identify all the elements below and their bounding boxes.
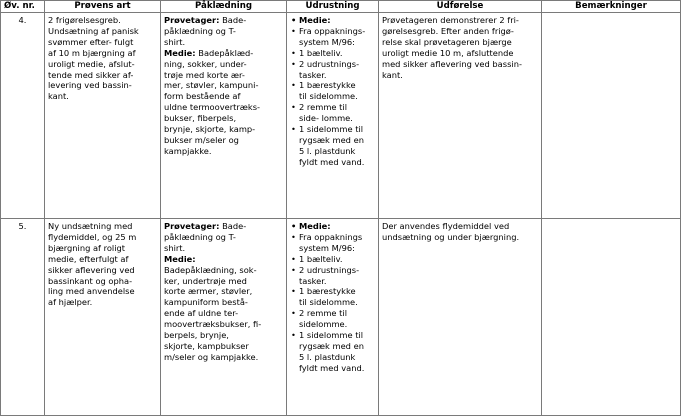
remarks-cell [542, 13, 681, 219]
equipment-medie-label: • Medie: [290, 221, 375, 232]
list-item: • 1 sidelomme til rygsæk med en 5 l. plastdunk fyldt med vand. [290, 330, 375, 374]
list-item: • 1 bælteliv. [290, 48, 375, 59]
proevetager-label: Prøvetager: [164, 221, 220, 231]
equipment-list [290, 15, 375, 168]
clothing-cell [161, 219, 287, 416]
header-udfoerelse: Udførelse [379, 1, 542, 13]
execution-cell: Prøvetageren demonstrerer 2 fri- gørelsesgreb. Efter anden frigø- relse skal prøvetageren bjærge uroligt medie 10 m, afsluttende med sikker aflevering ved bassin- kant. [379, 13, 542, 219]
list-item: • Fra oppaknings- system M/96: [290, 26, 375, 48]
medie-text: Badepåklædning, sok- ker, undertrøje med korte ærmer, støvler, kampuniform bestå- ende af uldne ter- moovertræksbukser, fi- berpels, brynje, skjorte, kampbukser m/seler og kampjakke. [164, 264, 262, 362]
header-row [1, 1, 681, 13]
header-udrustning: Udrustning [287, 1, 379, 13]
medie-label: Medie: [164, 253, 196, 264]
list-item: • 2 remme til sidelomme. [290, 308, 375, 330]
list-item: • 1 bælteliv. [290, 254, 375, 265]
clothing-cell [161, 13, 287, 219]
list-item: • 2 remme til side- lomme. [290, 102, 375, 124]
execution-cell: Der anvendes flydemiddel ved undsætning og under bjærgning. [379, 219, 542, 416]
proevetager-label: Prøvetager: [164, 15, 220, 25]
medie-text: Badepåklæd- ning, sokker, under- trøje med korte ær- mer, støvler, kampuni- form bestående af uldne termoovertræks- bukser, fiberpels, brynje, skjorte, kamp- bukser m/seler og kampjakke. [164, 47, 261, 156]
table-row [1, 13, 681, 219]
exercise-number: 4. [1, 13, 45, 219]
exercise-description: 2 frigørelsesgreb. Undsætning af panisk svømmer efter- fulgt af 10 m bjærgning af uroligt medie, afslut- tende med sikker af- levering ved bassin- kant. [45, 13, 161, 219]
list-item: • 1 bærestykke til sidelomme. [290, 286, 375, 308]
equipment-cell [287, 13, 379, 219]
header-nr: Øv. nr. [1, 1, 45, 13]
header-bemaerkninger: Bemærkninger [542, 1, 681, 13]
table-row [1, 219, 681, 416]
exercise-description: Ny undsætning med flydemiddel, og 25 m bjærgning af roligt medie, efterfulgt af sikker aflevering ved bassinkant og opha- ling med anvendelse af hjælper. [45, 219, 161, 416]
medie-label: Medie: [164, 47, 196, 58]
header-paaklaedning: Påklædning [161, 1, 287, 13]
list-item: • 2 udrustnings- tasker. [290, 265, 375, 287]
exercise-number: 5. [1, 219, 45, 416]
proevetager-text: Bade- påklædning og T- shirt. [164, 221, 247, 253]
list-item: • 2 udrustnings- tasker. [290, 59, 375, 81]
proevetager-text: Bade- påklædning og T- shirt. [164, 15, 247, 47]
remarks-cell [542, 219, 681, 416]
equipment-cell [287, 219, 379, 416]
list-item: • 1 bærestykke til sidelomme. [290, 80, 375, 102]
equipment-medie-label: • Medie: [290, 15, 375, 26]
list-item: • Fra oppaknings system M/96: [290, 232, 375, 254]
equipment-list [290, 221, 375, 374]
list-item: • 1 sidelomme til rygsæk med en 5 l. plastdunk fyldt med vand. [290, 124, 375, 168]
header-art: Prøvens art [45, 1, 161, 13]
